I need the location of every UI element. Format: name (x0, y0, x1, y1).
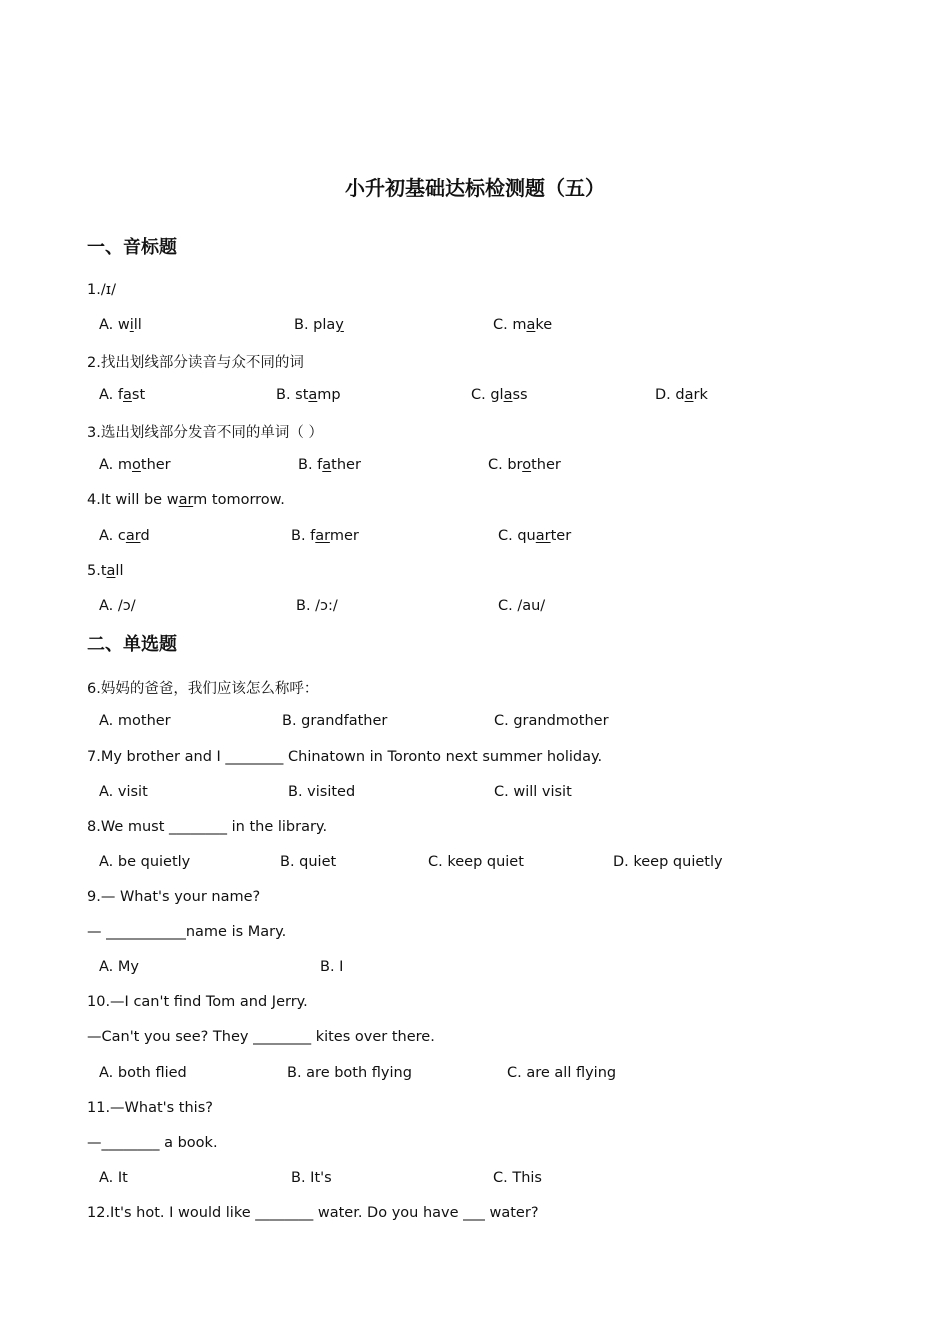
section-heading-phonetics: 一、音标题 (87, 237, 177, 258)
question-3-option-c[interactable]: C. brother (488, 457, 561, 473)
question-6-option-c[interactable]: C. grandmother (494, 713, 609, 729)
section-heading-single-choice: 二、单选题 (87, 634, 177, 655)
question-10-stem: 10.—I can't find Tom and Jerry. (87, 994, 308, 1010)
question-5-option-c[interactable]: C. /au/ (498, 598, 546, 614)
question-2-option-c[interactable]: C. glass (471, 387, 528, 403)
question-2-option-d[interactable]: D. dark (655, 387, 708, 403)
question-9-stem-reply: — ___________name is Mary. (87, 924, 287, 940)
question-12-stem: 12.It's hot. I would like ________ water. Do you have ___ water? (87, 1205, 539, 1221)
page-title: 小升初基础达标检测题（五） (345, 176, 605, 200)
question-2-stem: 2.找出划线部分读音与众不同的词 (87, 355, 304, 371)
question-1-option-b[interactable]: B. play (294, 317, 344, 333)
question-4-stem: 4.It will be warm tomorrow. (87, 492, 285, 508)
question-3-stem: 3.选出划线部分发音不同的单词（ ） (87, 425, 323, 441)
question-6-option-a[interactable]: A. mother (99, 713, 171, 729)
question-9-stem: 9.— What's your name? (87, 889, 261, 905)
question-4-option-a[interactable]: A. card (99, 528, 150, 544)
question-3-option-a[interactable]: A. mother (99, 457, 171, 473)
question-11-option-b[interactable]: B. It's (291, 1170, 332, 1186)
question-1-stem: 1./ɪ/ (87, 282, 116, 298)
question-9-option-a[interactable]: A. My (99, 959, 139, 975)
question-9-option-b[interactable]: B. I (320, 959, 344, 975)
question-10-stem-reply: —Can't you see? They ________ kites over there. (87, 1029, 435, 1045)
question-8-option-d[interactable]: D. keep quietly (613, 854, 723, 870)
question-7-option-b[interactable]: B. visited (288, 784, 356, 800)
question-1-option-c[interactable]: C. make (493, 317, 553, 333)
question-8-option-a[interactable]: A. be quietly (99, 854, 191, 870)
question-6-stem: 6.妈妈的爸爸，我们应该怎么称呼： (87, 681, 319, 697)
question-10-option-c[interactable]: C. are all flying (507, 1065, 617, 1081)
question-11-stem: 11.—What's this? (87, 1100, 213, 1116)
question-5-stem: 5.tall (87, 563, 124, 579)
question-2-option-b[interactable]: B. stamp (276, 387, 341, 403)
question-7-option-a[interactable]: A. visit (99, 784, 148, 800)
question-10-option-b[interactable]: B. are both flying (287, 1065, 412, 1081)
question-5-option-b[interactable]: B. /ɔ:/ (296, 598, 338, 614)
question-6-option-b[interactable]: B. grandfather (282, 713, 388, 729)
question-4-option-b[interactable]: B. farmer (291, 528, 359, 544)
question-10-option-a[interactable]: A. both flied (99, 1065, 187, 1081)
question-7-stem: 7.My brother and I ________ Chinatown in Toronto next summer holiday. (87, 749, 603, 765)
question-8-option-b[interactable]: B. quiet (280, 854, 337, 870)
question-3-option-b[interactable]: B. father (298, 457, 361, 473)
question-11-option-c[interactable]: C. This (493, 1170, 542, 1186)
question-8-option-c[interactable]: C. keep quiet (428, 854, 524, 870)
question-11-stem-reply: —________ a book. (87, 1135, 218, 1151)
question-4-option-c[interactable]: C. quarter (498, 528, 572, 544)
question-2-option-a[interactable]: A. fast (99, 387, 146, 403)
question-5-option-a[interactable]: A. /ɔ/ (99, 598, 136, 614)
question-1-option-a[interactable]: A. will (99, 317, 142, 333)
question-7-option-c[interactable]: C. will visit (494, 784, 572, 800)
question-8-stem: 8.We must ________ in the library. (87, 819, 328, 835)
question-11-option-a[interactable]: A. It (99, 1170, 128, 1186)
